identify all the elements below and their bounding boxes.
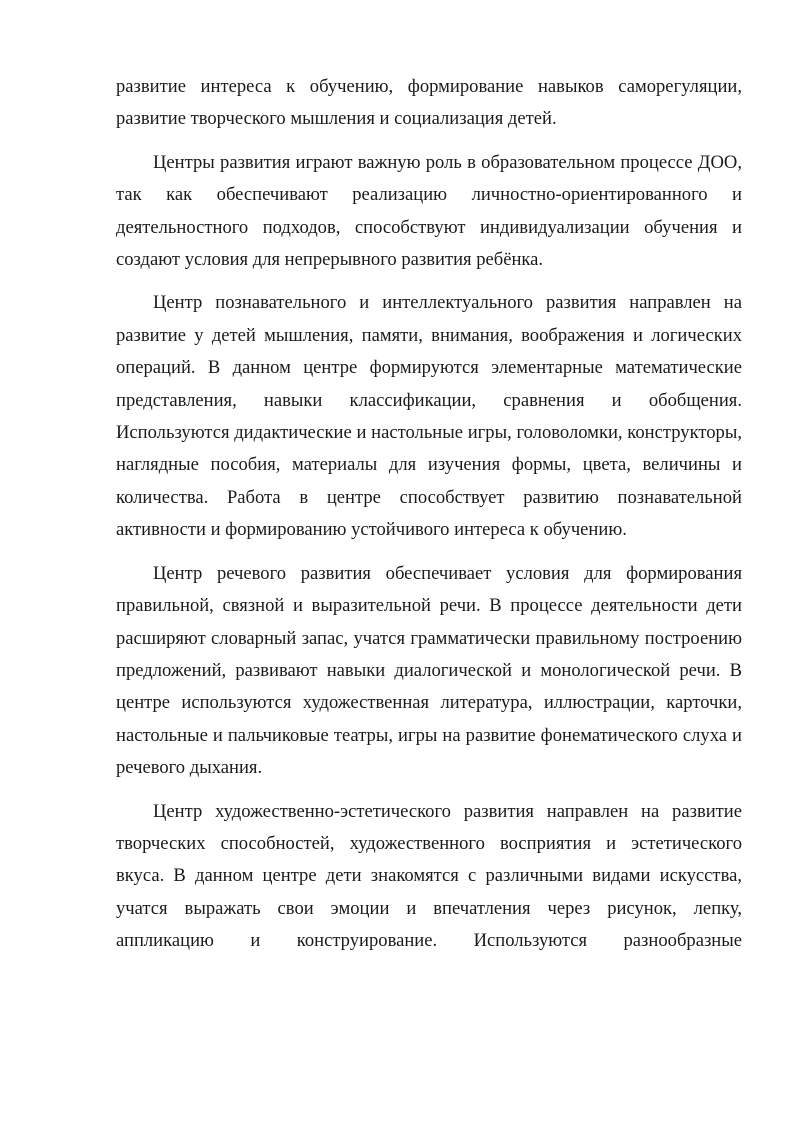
document-body (116, 71, 742, 958)
paragraph-development-centers: Центры развития играют важную роль в образовательном процессе ДОО, так как обеспечивают реализацию личностно-ориентированного и деятельностного подходов, способствуют индивидуализации обучения и создают условия для непрерывного развития ребёнка. (116, 151, 742, 271)
paragraph-continuation: развитие интереса к обучению, формирование навыков саморегуляции, развитие творческого мышления и социализация детей. (116, 76, 742, 130)
paragraph-speech-center: Центр речевого развития обеспечивает условия для формирования правильной, связной и выразительной речи. В процессе деятельности дети расширяют словарный запас, учатся грамматически правильному построению предложений, развивают навыки диалогической и монологической речи. В центре используются художественная литература, иллюстрации, карточки, настольные и пальчиковые театры, игры на развитие фонематического слуха и речевого дыхания. (116, 562, 742, 779)
paragraph-cognitive-center: Центр познавательного и интеллектуального развития направлен на развитие у детей мышления, памяти, внимания, воображения и логических операций. В данном центре формируются элементарные математические представления, навыки классификации, сравнения и обобщения. Используются дидактические и настольные игры, головоломки, конструкторы, наглядные пособия, материалы для изучения формы, цвета, величины и количества. Работа в центре способствует развитию познавательной активности и формированию устойчивого интереса к обучению. (116, 292, 742, 541)
paragraph-art-center: Центр художественно-эстетического развития направлен на развитие творческих способностей, художественного восприятия и эстетического вкуса. В данном центре дети знакомятся с различными видами искусства, учатся выражать свои эмоции и впечатления через рисунок, лепку, аппликацию и конструирование. Используются разнообразные (116, 800, 742, 952)
